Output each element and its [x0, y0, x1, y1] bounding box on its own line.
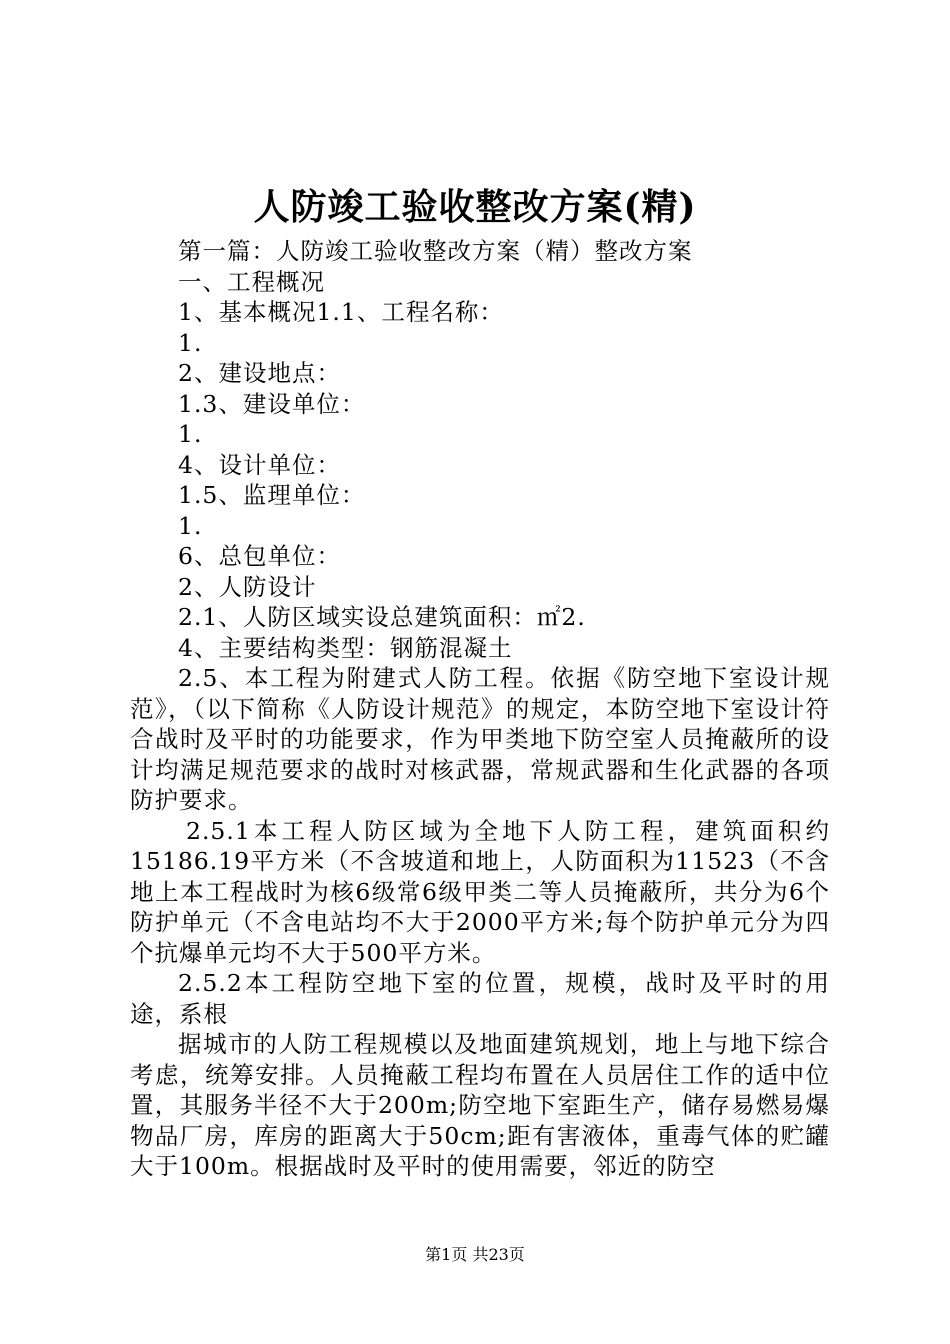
outline-line: 1. [178, 328, 203, 357]
outline-line: 4、主要结构类型：钢筋混凝土 [178, 633, 513, 662]
body-paragraph: 2.5.1本工程人防区域为全地下人防工程，建筑面积约15186.19平方米（不含坡道和地上，人防面积为11523（不含地上本工程战时为核6级常6级甲类二等人员掩蔽所，共分为6个防护单元（不含电站均不大于2000平方米;每个防护单元分为四个抗爆单元均不大于500平方米。 [130, 816, 830, 967]
body-paragraph: 2.5.2本工程防空地下室的位置，规模，战时及平时的用途，系根 [130, 969, 830, 1028]
outline-line: 2、人防设计 [178, 572, 317, 601]
outline-line: 2.1、人防区域实设总建筑面积：㎡2. [178, 603, 586, 631]
outline-line: 一、工程概况 [178, 267, 325, 296]
outline-line: 1、基本概况1.1、工程名称： [178, 298, 504, 326]
outline-line: 1. [178, 420, 203, 448]
document-title: 人防竣工验收整改方案(精) [253, 186, 697, 228]
outline-line: 1. [178, 511, 203, 540]
body-paragraph: 2.5、本工程为附建式人防工程。依据《防空地下室设计规范》，（以下简称《人防设计规范》的规定，本防空地下室设计符合战时及平时的功能要求，作为甲类地下防空室人员掩蔽所的设计均满足规范要求的战时对核武器，常规武器和生化武器的各项防护要求。 [130, 664, 830, 814]
document-body [130, 236, 830, 1182]
outline-line: 2、建设地点： [178, 359, 341, 387]
outline-line: 6、总包单位： [178, 542, 341, 570]
outline-line: 4、设计单位： [178, 450, 341, 479]
page-footer: 第1页 共23页 [425, 1245, 525, 1264]
body-paragraph: 据城市的人防工程规模以及地面建筑规划，地上与地下综合考虑，统筹安排。人员掩蔽工程均布置在人员居住工作的适中位置，其服务半径不大于200m;防空地下室距生产，储存易燃易爆物品厂房，库房的距离大于50cm;距有害液体，重毒气体的贮罐大于100m。根据战时及平时的使用需要，邻近的防空 [130, 1030, 830, 1180]
outline-line: 1.5、监理单位： [178, 481, 366, 509]
section-heading: 第一篇：人防竣工验收整改方案（精）整改方案 [178, 237, 693, 265]
outline-line: 1.3、建设单位： [178, 389, 366, 418]
